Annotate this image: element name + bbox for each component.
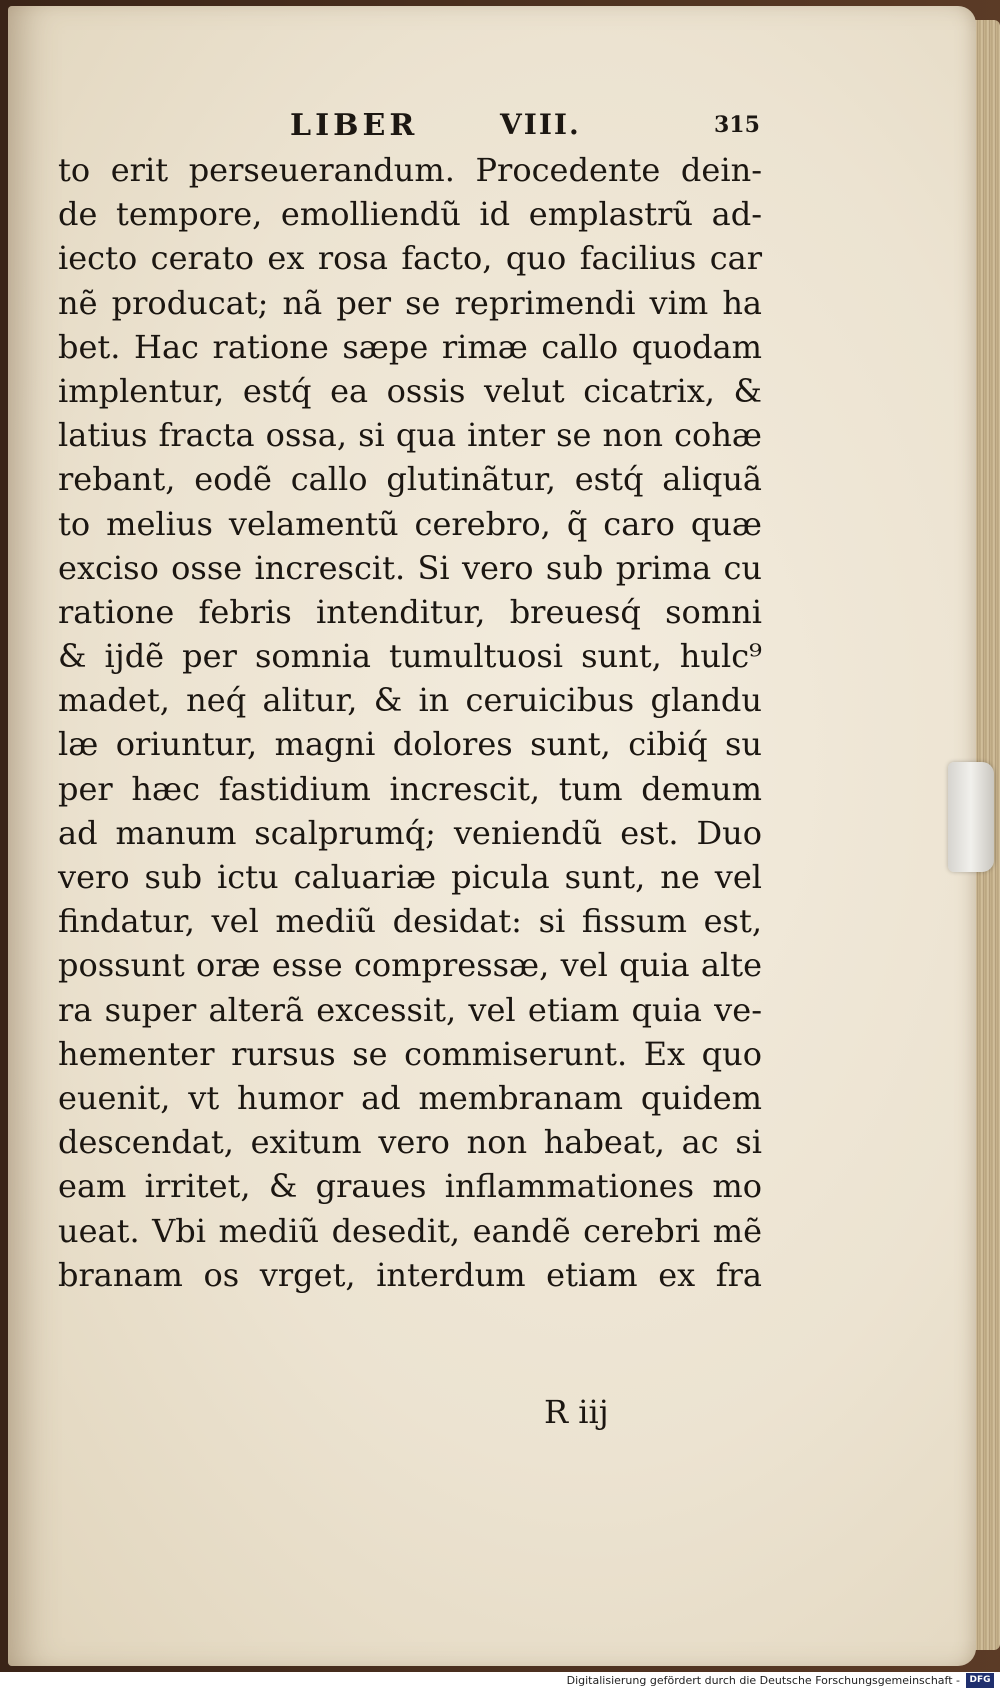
text-line: læ oriuntur, magni dolores sunt, cibiq́ su <box>58 725 762 764</box>
text-line: ra super alterã excessit, vel etiam quia ve- <box>58 990 762 1029</box>
text-line: branam os vrget, interdum etiam ex fra <box>58 1255 762 1294</box>
text-line: per hæc fastidium increscit, tum demum <box>58 769 762 808</box>
text-line: possunt oræ esse compressæ, vel quia alte <box>58 946 762 985</box>
text-line: descendat, exitum vero non habeat, ac si <box>58 1123 762 1162</box>
text-line: euenit, vt humor ad membranam quidem <box>58 1078 762 1117</box>
text-line: rebant, eodẽ callo glutinãtur, estq́ aliquã <box>58 460 762 499</box>
bookmark-tab <box>948 762 994 872</box>
text-line: vero sub ictu caluariæ picula sunt, ne vel <box>58 858 762 896</box>
text-line: exciso osse increscit. Si vero sub prima cu <box>58 548 762 587</box>
text-line: eam irritet, & graues inflammationes mo <box>58 1167 762 1206</box>
text-line: ueat. Vbi mediũ desedit, eandẽ cerebri mẽ <box>58 1211 762 1250</box>
text-line: to melius velamentũ cerebro, q̃ caro quæ <box>58 504 762 543</box>
signature-mark: R iij <box>544 1393 609 1431</box>
page-number: 315 <box>714 112 760 138</box>
text-line: iecto cerato ex rosa facto, quo facilius car <box>58 239 762 278</box>
text-line: findatur, vel mediũ desidat: si fissum est, <box>58 902 762 941</box>
dfg-logo: DFG <box>966 1673 994 1688</box>
text-line: ratione febris intenditur, breuesq́ somni <box>58 592 762 631</box>
footer-credit: Digitalisierung gefördert durch die Deutsche Forschungsgemeinschaft - <box>566 1674 960 1687</box>
footer-bar <box>0 1672 1000 1691</box>
text-line: bet. Hac ratione sæpe rimæ callo quodam <box>58 327 762 366</box>
body-text <box>58 148 762 1297</box>
text-line: implentur, estq́ ea ossis velut cicatrix, & <box>58 371 762 410</box>
text-line: hementer rursus se commiserunt. Ex quo <box>58 1034 762 1073</box>
text-line: de tempore, emolliendũ id emplastrũ ad- <box>58 195 762 234</box>
running-header <box>290 108 790 148</box>
text-line: to erit perseuerandum. Procedente dein- <box>58 151 762 189</box>
text-line: latius fracta ossa, si qua inter se non cohæ <box>58 416 762 455</box>
text-line: nẽ producat; nã per se reprimendi vim ha <box>58 283 762 322</box>
text-line: madet, neq́ alitur, & in ceruicibus glandu <box>58 681 762 720</box>
text-line: ad manum scalprumq́; veniendũ est. Duo <box>58 813 762 852</box>
text-line: & ijdẽ per somnia tumultuosi sunt, hulc⁹ <box>58 637 762 676</box>
header-book-title: LIBER <box>290 108 419 143</box>
header-book-number: VIII. <box>500 108 581 141</box>
